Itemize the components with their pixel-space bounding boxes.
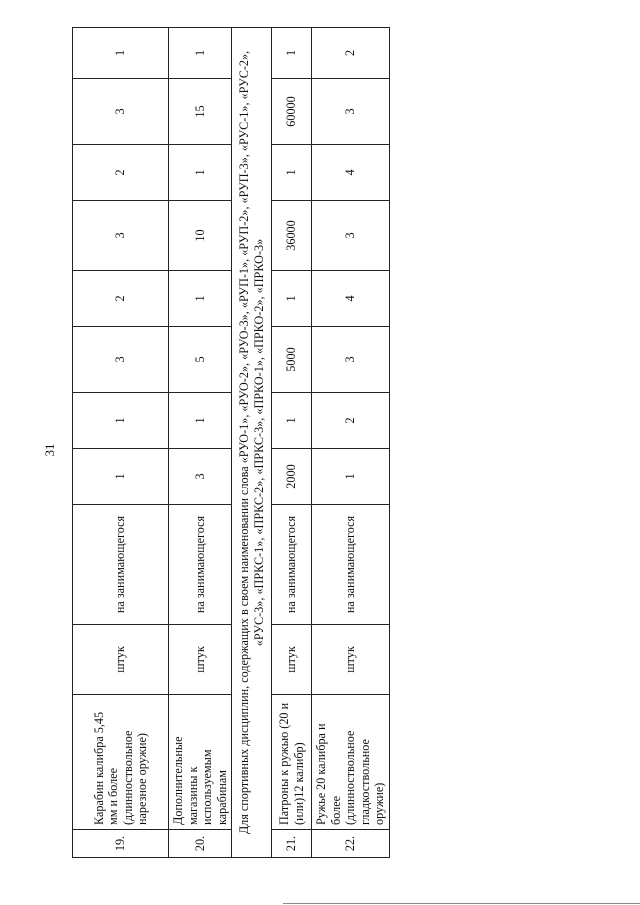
item-name: Ружье 20 калибра и более (длинноствольное гладкоствольное оружие) [312, 695, 390, 830]
row-number: 21. [272, 830, 312, 858]
value-cell: 3 [312, 327, 390, 393]
value-cell: 1 [73, 449, 169, 505]
section-header: Для спортивных дисциплин, содержащих в своем наименовании слова «РУО-1», «РУО-2», «РУО-3», «РУП-1», «РУП-2», «РУП-3», «РУС-1», «РУС-2», «РУС-3», «ПРКС-1», «ПРКС-2», «ПРКС-3», «ПРКО-1», «ПРКО-2», «ПРКО-3» [232, 28, 272, 858]
value-cell: 1 [169, 393, 232, 449]
table-row [73, 28, 169, 858]
page-number: 31 [42, 443, 57, 457]
value-cell: 1 [169, 271, 232, 327]
value-cell: 1 [73, 393, 169, 449]
value-cell: 5000 [272, 327, 312, 393]
table-row [272, 28, 312, 858]
value-cell: 10 [169, 201, 232, 271]
value-cell: 1 [272, 271, 312, 327]
value-cell: 1 [272, 145, 312, 201]
value-cell: 4 [312, 145, 390, 201]
value-cell: 3 [73, 327, 169, 393]
basis-cell: на занимающегося [272, 505, 312, 625]
value-cell: 1 [312, 449, 390, 505]
value-cell: 2 [312, 28, 390, 79]
table-row [312, 28, 390, 858]
unit-cell: штук [312, 625, 390, 695]
value-cell: 1 [272, 393, 312, 449]
value-cell: 3 [312, 79, 390, 145]
value-cell: 4 [312, 271, 390, 327]
section-header-row [232, 28, 272, 858]
value-cell: 1 [73, 28, 169, 79]
value-cell: 2 [73, 145, 169, 201]
row-number: 22. [312, 830, 390, 858]
value-cell: 3 [73, 201, 169, 271]
scan-edge-line [283, 903, 640, 904]
item-name: Дополнительные магазины к используемым карабинам [169, 695, 232, 830]
row-number: 19. [73, 830, 169, 858]
value-cell: 2000 [272, 449, 312, 505]
equipment-table [72, 27, 390, 858]
value-cell: 1 [169, 28, 232, 79]
basis-cell: на занимающегося [73, 505, 169, 625]
value-cell: 15 [169, 79, 232, 145]
value-cell: 60000 [272, 79, 312, 145]
value-cell: 1 [169, 145, 232, 201]
value-cell: 5 [169, 327, 232, 393]
value-cell: 36000 [272, 201, 312, 271]
basis-cell: на занимающегося [312, 505, 390, 625]
item-name: Патроны к ружью (20 и (или)12 калибр) [272, 695, 312, 830]
row-number: 20. [169, 830, 232, 858]
value-cell: 2 [312, 393, 390, 449]
value-cell: 3 [169, 449, 232, 505]
unit-cell: штук [272, 625, 312, 695]
value-cell: 3 [312, 201, 390, 271]
item-name: Карабин калибра 5,45 мм и более (длинноствольное нарезное оружие) [73, 695, 169, 830]
unit-cell: штук [169, 625, 232, 695]
value-cell: 2 [73, 271, 169, 327]
table-row [169, 28, 232, 858]
rotated-table-container [72, 28, 632, 858]
value-cell: 1 [272, 28, 312, 79]
basis-cell: на занимающегося [169, 505, 232, 625]
value-cell: 3 [73, 79, 169, 145]
unit-cell: штук [73, 625, 169, 695]
